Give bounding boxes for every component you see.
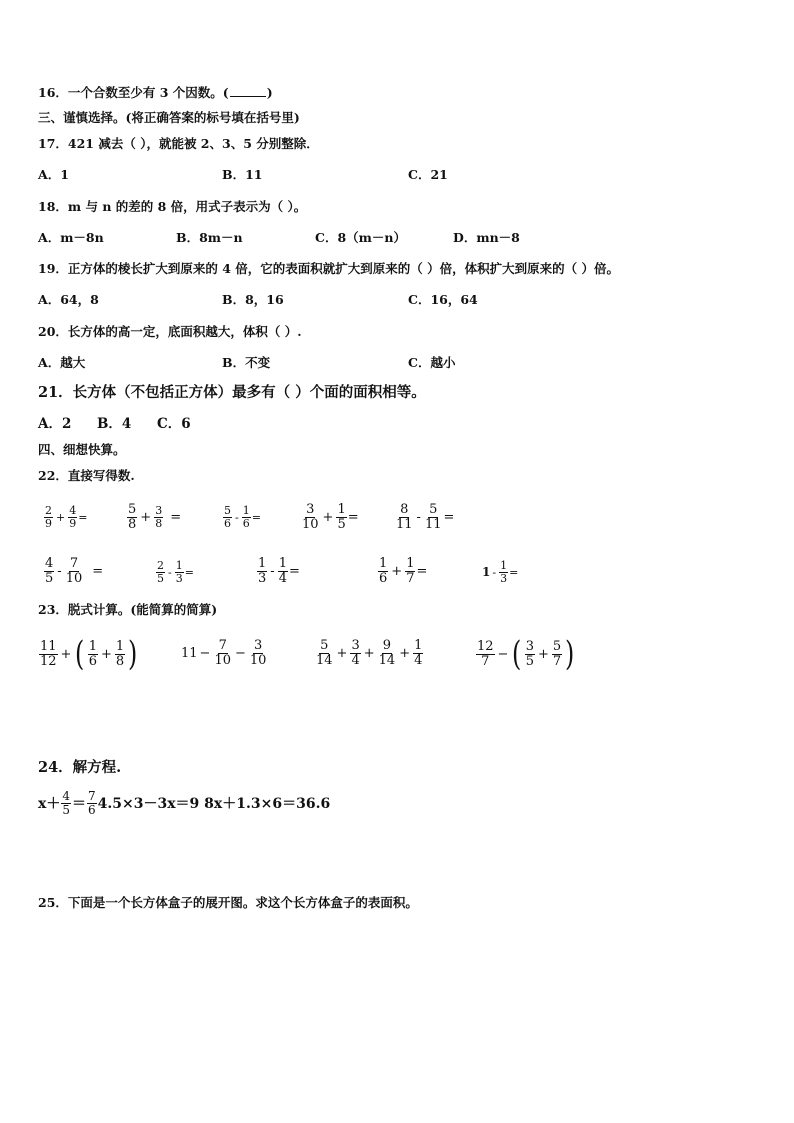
- question-19-stem: 19．正方体的棱长扩大到原来的 4 倍，它的表面积就扩大到原来的（ ）倍，体积扩大到原来的（ ）倍。: [38, 261, 620, 276]
- question-16: [38, 84, 273, 101]
- q22-expr-2: $\frac{5}{8}$ + $\frac{3}{8}$ =: [128, 502, 182, 532]
- q20-option-c[interactable]: C．越小: [408, 355, 456, 370]
- q18-option-b[interactable]: B．8m－n: [176, 230, 243, 245]
- q19-option-c[interactable]: C．16，64: [408, 292, 478, 307]
- right-paren: ): [128, 634, 138, 674]
- q16-close: ): [266, 85, 273, 100]
- question-23-stem: 23．脱式计算。(能简算的简算): [38, 602, 218, 617]
- q23-expr-3: $\frac{5}{14}$ + $\frac{3}{4}$ + $\frac{9}{14}$ + $\frac{1}{4}$: [316, 638, 423, 668]
- q23-expr-2: 11 − $\frac{7}{10}$ − $\frac{3}{10}$: [181, 638, 267, 668]
- q22-expr-9: $\frac{1}{6}$ + $\frac{1}{7}$ =: [379, 556, 428, 586]
- q20-option-b[interactable]: B．不变: [222, 355, 271, 370]
- q22-expr-7: $\frac{2}{5}$ - $\frac{1}{3}$ =: [157, 559, 194, 585]
- q16-text: 16．一个合数至少有 3 个因数。(: [38, 85, 229, 100]
- q19-option-b[interactable]: B．8，16: [222, 292, 284, 307]
- section-4-heading: 四、细想快算。: [38, 442, 126, 457]
- q22-expr-3: $\frac{5}{6}$ - $\frac{1}{6}$ =: [224, 504, 261, 530]
- right-paren: ): [565, 634, 575, 674]
- q22-expr-1: $\frac{2}{9}$ + $\frac{4}{9}$ =: [45, 504, 88, 530]
- left-paren: (: [75, 634, 85, 674]
- q24-equations: x＋ $\frac{4}{5}$ ＝ $\frac{7}{6}$ 4.5×3－3x＝9 8x＋1.3×6＝36.6: [38, 789, 331, 817]
- q22-expr-8: $\frac{1}{3}$ - $\frac{1}{4}$ =: [258, 556, 300, 586]
- q18-option-a[interactable]: A．m－8n: [38, 230, 104, 245]
- answer-blank[interactable]: [230, 84, 266, 97]
- q18-option-d[interactable]: D．mn－8: [453, 230, 520, 245]
- q22-expr-4: $\frac{3}{10}$ + $\frac{1}{5}$ =: [302, 502, 359, 532]
- q23-expr-1: $\frac{11}{12}$ + ( $\frac{1}{6}$ + $\frac{1}{8}$ ): [40, 634, 138, 674]
- q21-option-b[interactable]: B．4: [97, 416, 132, 432]
- q17-option-a[interactable]: A．1: [38, 167, 69, 182]
- q21-option-c[interactable]: C．6: [157, 416, 191, 432]
- q17-option-c[interactable]: C．21: [408, 167, 448, 182]
- question-20-stem: 20．长方体的高一定，底面积越大，体积（ ）.: [38, 324, 302, 339]
- q19-option-a[interactable]: A．64，8: [38, 292, 99, 307]
- question-21-stem: 21．长方体（不包括正方体）最多有（ ）个面的面积相等。: [38, 384, 426, 401]
- q22-expr-10: 1 - $\frac{1}{3}$ =: [482, 559, 519, 585]
- question-18-stem: 18．m 与 n 的差的 8 倍，用式子表示为（ ）。: [38, 199, 307, 214]
- q20-option-a[interactable]: A．越大: [38, 355, 86, 370]
- left-paren: (: [512, 634, 522, 674]
- q22-expr-5: $\frac{8}{11}$ - $\frac{5}{11}$ =: [396, 502, 455, 532]
- q22-expr-6: $\frac{4}{5}$ - $\frac{7}{10}$ =: [45, 556, 104, 586]
- section-3-heading: 三、谨慎选择。(将正确答案的标号填在括号里): [38, 110, 300, 125]
- question-17-stem: 17．421 减去（ ），就能被 2、3、5 分别整除．: [38, 136, 319, 151]
- q23-expr-4: $\frac{12}{7}$ − ( $\frac{3}{5}$ + $\frac{5}{7}$ ): [477, 634, 575, 674]
- question-24-stem: 24．解方程.: [38, 759, 122, 776]
- q17-option-b[interactable]: B．11: [222, 167, 263, 182]
- q21-option-a[interactable]: A．2: [38, 416, 72, 432]
- q18-option-c[interactable]: C．8（m－n）: [315, 230, 406, 245]
- question-25-stem: 25．下面是一个长方体盒子的展开图。求这个长方体盒子的表面积。: [38, 895, 418, 910]
- question-22-stem: 22．直接写得数.: [38, 468, 135, 483]
